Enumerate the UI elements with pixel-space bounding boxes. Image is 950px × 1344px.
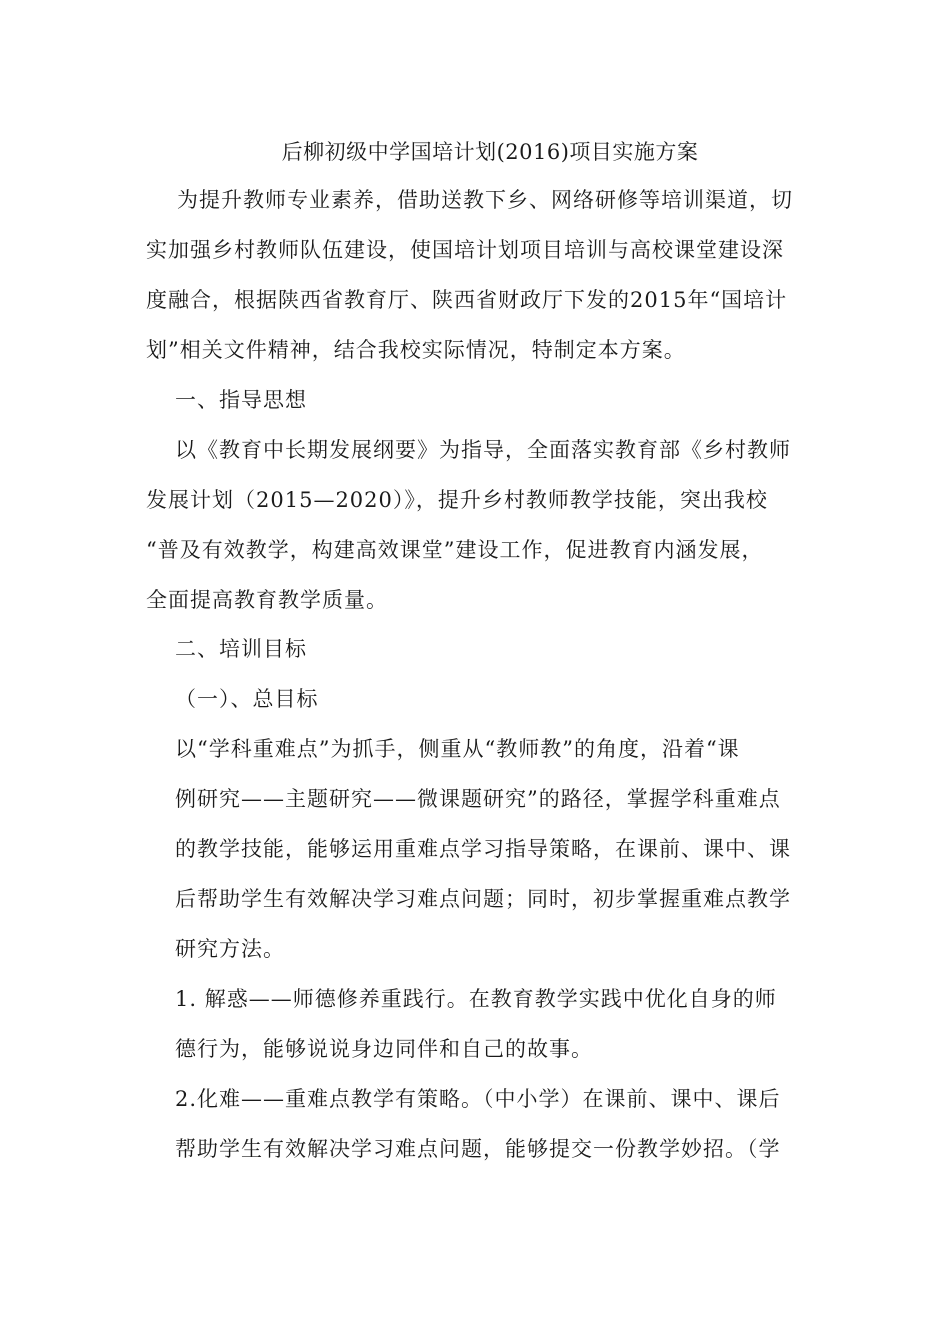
paragraph-line: 度融合，根据陕西省教育厅、陕西省财政厅下发的2015年“国培计 [146, 288, 788, 312]
paragraph-line: 以《教育中长期发展纲要》为指导，全面落实教育部《乡村教师 [175, 438, 791, 462]
list-item-line: 1. 解惑——师德修养重践行。在教育教学实践中优化自身的师 [175, 987, 777, 1011]
section-heading: 二、培训目标 [175, 637, 307, 661]
subsection-heading: （一）、总目标 [175, 687, 319, 711]
paragraph-line: 为提升教师专业素养，借助送教下乡、网络研修等培训渠道，切 [177, 188, 793, 212]
document-title: 后柳初级中学国培计划(2016)项目实施方案 [281, 140, 699, 164]
section-heading: 一、指导思想 [175, 388, 307, 412]
paragraph-line: 全面提高教育教学质量。 [146, 588, 388, 612]
paragraph-line: 划”相关文件精神，结合我校实际情况，特制定本方案。 [146, 338, 686, 362]
paragraph-line: 以“学科重难点”为抓手，侧重从“教师教”的角度，沿着“课 [175, 737, 740, 761]
paragraph-line: 发展计划（2015—2020）》，提升乡村教师教学技能，突出我校 [146, 488, 768, 512]
paragraph-line: 研究方法。 [175, 937, 285, 961]
paragraph-line: 实加强乡村教师队伍建设，使国培计划项目培训与高校课堂建设深 [146, 238, 784, 262]
list-item-line: 2.化难——重难点教学有策略。（中小学）在课前、课中、课后 [175, 1087, 781, 1111]
paragraph-line: 后帮助学生有效解决学习难点问题；同时，初步掌握重难点教学 [175, 887, 791, 911]
paragraph-line: 例研究——主题研究——微课题研究”的路径，掌握学科重难点 [175, 787, 781, 811]
paragraph-line: “普及有效教学，构建高效课堂”建设工作，促进教育内涵发展， [146, 538, 764, 562]
list-item-line: 帮助学生有效解决学习难点问题，能够提交一份教学妙招。（学 [175, 1137, 781, 1161]
paragraph-line: 的教学技能，能够运用重难点学习指导策略，在课前、课中、课 [175, 837, 791, 861]
list-item-line: 德行为，能够说说身边同伴和自己的故事。 [175, 1037, 593, 1061]
